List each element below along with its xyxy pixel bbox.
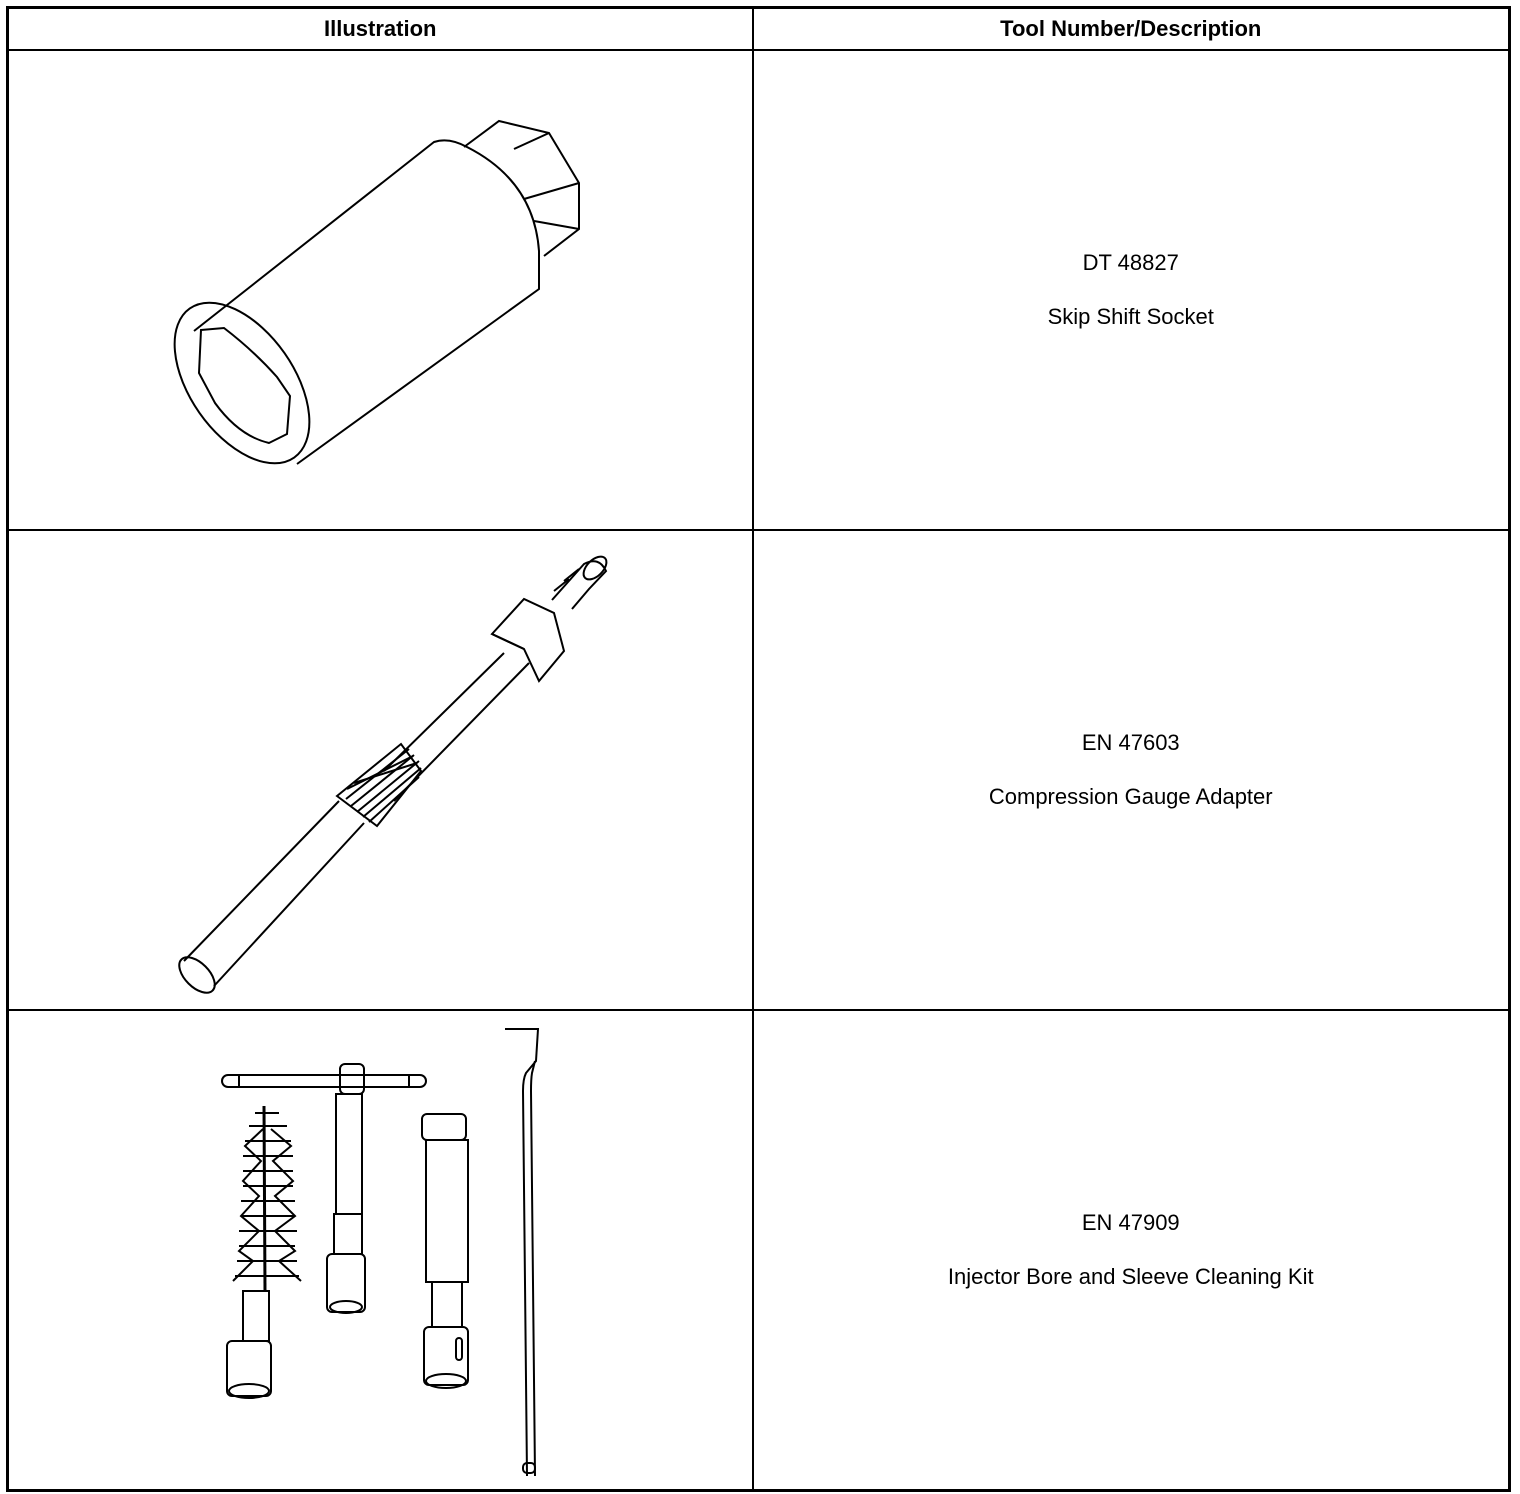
- illustration-cell: [8, 50, 753, 530]
- tool-table: [6, 6, 1511, 1492]
- tool-number: EN 47603: [1081, 730, 1180, 755]
- compression-gauge-adapter-icon: [9, 531, 753, 1009]
- table-row: [8, 50, 1510, 530]
- illustration-cell: [8, 530, 753, 1010]
- description-cell: [753, 1010, 1510, 1491]
- cleaning-brush: [227, 1106, 301, 1398]
- sleeve-tool: [422, 1114, 468, 1388]
- tool-description: Compression Gauge Adapter: [988, 784, 1273, 809]
- description-cell: [753, 530, 1510, 1010]
- table-row: [8, 530, 1510, 1010]
- table-row: [8, 1010, 1510, 1491]
- header-tool-number-description: Tool Number/Description: [753, 8, 1510, 51]
- tool-number: DT 48827: [1082, 250, 1179, 275]
- injector-bore-cleaning-kit-icon: [9, 1011, 753, 1489]
- tool-number: EN 47909: [1081, 1210, 1180, 1235]
- header-row: [8, 8, 1510, 51]
- tool-description: Injector Bore and Sleeve Cleaning Kit: [947, 1264, 1314, 1289]
- tool-description: Skip Shift Socket: [1047, 304, 1214, 329]
- header-illustration: Illustration: [8, 8, 753, 51]
- scraper-rod: [505, 1029, 538, 1476]
- description-cell: [753, 50, 1510, 530]
- illustration-cell: [8, 1010, 753, 1491]
- skip-shift-socket-icon: [9, 51, 753, 529]
